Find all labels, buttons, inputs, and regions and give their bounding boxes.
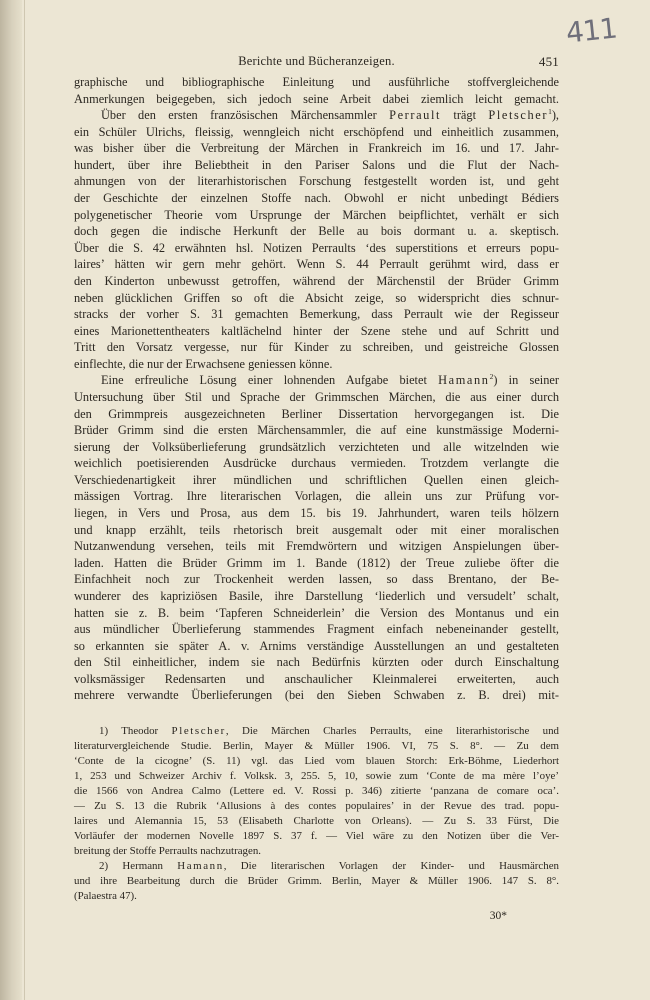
- text-line: Einfachheit noch zur Trockenheit werden lassen, so dass Brentano, der Be-: [74, 572, 559, 587]
- text-line: den Kinderton unbewusst getroffen, während der Märchenstil der Brüder Grimm: [74, 273, 559, 288]
- footnote-ref: 1: [548, 107, 552, 117]
- signature-mark: 30*: [489, 909, 507, 922]
- text-line: weichlich poetisierenden Ausdrücke durchaus vermieden. Trotzdem verlangte die: [74, 456, 559, 471]
- author-name: Pletscher: [171, 724, 226, 737]
- running-header: [74, 48, 559, 72]
- text-line: laires’ hätten wir gern mehr gehört. Wenn S. 44 Perrault gerühmt wird, dass er: [74, 257, 559, 272]
- footnote-line: Vorläufer der modernen Novelle 1897 S. 37 f. — Viel wäre zu den Notizen über die Ver-: [74, 829, 559, 842]
- text-line: polygenetischer Theorie vom Ursprunge der Märchen beipflichtet, verhält er sich: [74, 207, 559, 222]
- binding-line: [24, 0, 25, 1000]
- author-name: Hamann: [438, 373, 490, 388]
- handwritten-page-mark: 411: [564, 11, 619, 50]
- text-line: laden. Hatten die Brüder Grimm im 1. Bande (1812) der Treue zuliebe öfter die: [74, 555, 559, 570]
- text-line: Verschiedenartigkeit ihrer mündlichen und schriftlichen Quellen einen gleich-: [74, 472, 559, 487]
- text-line: eines Marionettentheaters kaltlächelnd hinter der Szene stehe und auf Schritt und: [74, 323, 559, 338]
- text-line: hundert, über ihre Beliebtheit in den Pariser Salons und die Flut der Nach-: [74, 157, 559, 172]
- footnotes: [74, 724, 559, 922]
- footnote-line: breitung der Stoffe Perraults nachzutragen.: [74, 844, 261, 857]
- footnote-line: die 1566 von Andrea Calmo (Lettere ed. V. Rossi p. 346) zitierte ‘panzana de comare oca’.: [74, 784, 559, 797]
- page-content: [74, 48, 559, 922]
- footnote-line: (Palaestra 47).: [74, 889, 137, 902]
- text-line: so erkannten sie später A. v. Arnims verständige Ausstellungen an und gestalteten: [74, 638, 559, 653]
- text-line: Über den ersten französischen Märchensammler Perrault trägt Pletscher$^1$),: [101, 107, 560, 123]
- footnote-ref: 2: [489, 372, 494, 382]
- running-title: Berichte und Bücheranzeigen.: [238, 54, 395, 68]
- text-line: mässigen Vortrag. Ihre literarischen Vorlagen, die allein uns zur Prüfung vor-: [74, 489, 559, 504]
- text-line: der Geschichte der einzelnen Stoffe nach. Obwohl er nicht unbedingt Bédiers: [74, 191, 559, 206]
- footnote-line: laires und Alemannia 15, 53 (Elisabeth Charlotte von Orleans). — Zu S. 33 Fürst, Die: [74, 814, 559, 827]
- text-line: hatten sie z. B. beim ‘Tapferen Schneiderlein’ die Version des Montanus und ein: [74, 605, 559, 620]
- author-name: Hamann: [177, 859, 224, 872]
- text-line: Tritt den Vorsatz vergesse, nur für Kinder zu schreiben, und geistreiche Glossen: [74, 340, 559, 355]
- footnote-line: 1, 253 und Schweizer Archiv f. Volksk. 3, 255. 5, 10, sowie zum ‘Conte de ma mère l’oye’: [74, 769, 559, 782]
- footnote-line: — Zu S. 13 die Rubrik ‘Allusions à des contes populaires’ in der Revue des trad. popu-: [74, 799, 559, 812]
- text-line: Anmerkungen beigegeben, sich jedoch seine Arbeit dabei ziemlich leicht gemacht.: [74, 91, 559, 106]
- text-line: Über die S. 42 erwähnten hsl. Notizen Perraults ‘des superstitions et erreurs popu-: [74, 240, 559, 255]
- text-line: Eine erfreuliche Lösung einer lohnenden Aufgabe bietet Hamann$^2$) in seiner: [101, 372, 559, 388]
- text-line: doch gegen die indische Herkunft der Belle au bois dormant u. a. skeptisch.: [74, 224, 559, 239]
- footnote-line: 2) Hermann Hamann, Die literarischen Vorlagen der Kinder- und Hausmärchen: [99, 859, 559, 872]
- text-line: sierung der Volksüberlieferung grundsätzlich verzichteten und alle witzelnden wie: [74, 439, 559, 454]
- text-line: stracks der vorher S. 31 gemachten Bemerkung, dass Perrault wie der Regisseur: [74, 307, 559, 322]
- author-name: Pletscher: [488, 108, 549, 123]
- footnote-line: 1) Theodor Pletscher, Die Märchen Charles Perraults, eine literarhistorische und: [99, 724, 559, 737]
- text-line: ein Schüler Ulrichs, fleissig, wenngleich nicht erschöpfend und einheitlich zusammen,: [74, 124, 559, 139]
- footnote-line: und ihre Bearbeitung durch die Brüder Grimm. Berlin, Mayer & Müller 1906. 147 S. 8°.: [74, 874, 559, 887]
- author-name: Perrault: [389, 108, 441, 123]
- page-number: 451: [538, 54, 559, 69]
- text-line: neben glücklichen Griffen so oft die Absicht zeige, so widerspricht dies schnur-: [74, 290, 559, 305]
- text-line: den Stil einheitlicher, indem sie nach Bedürfnis kürzten oder durch Einschaltung: [74, 655, 559, 670]
- text-line: mehrere verwandte Überlieferungen (bei den Sieben Schwaben z. B. drei) mit-: [74, 688, 559, 703]
- text-line: den Grimmpreis ausgezeichneten Berliner Dissertation hervorgegangen ist. Die: [74, 406, 559, 421]
- book-binding-edge: [0, 0, 22, 1000]
- text-line: und knapp erzählt, teils rhetorisch breit ausgemalt oder mit einer moralischen: [74, 522, 559, 537]
- text-line: ahmungen von der literarhistorischen Forschung festgestellt worden ist, und geht: [74, 174, 559, 189]
- text-line: liegen, in Vers und Prosa, aus dem 15. bis 19. Jahrhundert, waren teils hölzern: [74, 506, 559, 521]
- text-line: volksmässiger Redensarten und anschaulicher Kleinmalerei erweiterten, auch: [74, 671, 559, 686]
- text-line: wunderer des kapriziösen Basile, ihre Darstellung ‘liederlich und versudelt’ schalt,: [74, 588, 559, 603]
- text-line: Nutzanwendung versehen, teils mit Fremdwörtern und witzigen Anspielungen über-: [74, 539, 559, 554]
- footnote-line: ‘Conte de la cicogne’ (S. 11) vgl. das Lied vom blauen Storch: Erk-Böhme, Liederhort: [74, 754, 559, 767]
- main-text: [74, 74, 559, 704]
- text-line: aus mündlicher Überlieferung stammendes Fragment einfach nebeneinander gestellt,: [74, 622, 559, 637]
- text-line: Untersuchung über Stil und Sprache der Grimmschen Märchen, die aus einer durch: [74, 389, 559, 404]
- text-line: was bisher über die Verbreitung der Märchen in Frankreich im 16. und 17. Jahr-: [74, 141, 559, 156]
- text-line: graphische und bibliographische Einleitung und ausführliche stoffvergleichende: [74, 75, 559, 89]
- footnote-line: literaturvergleichende Studie. Berlin, Mayer & Müller 1906. VI, 75 S. 8°. — Zu dem: [74, 739, 559, 752]
- text-line: einflechte, die nur der Erwachsene geniessen könne.: [74, 356, 333, 371]
- text-line: Brüder Grimm sind die ersten Märchensammler, die auf eine kunstmässige Moderni-: [74, 423, 559, 438]
